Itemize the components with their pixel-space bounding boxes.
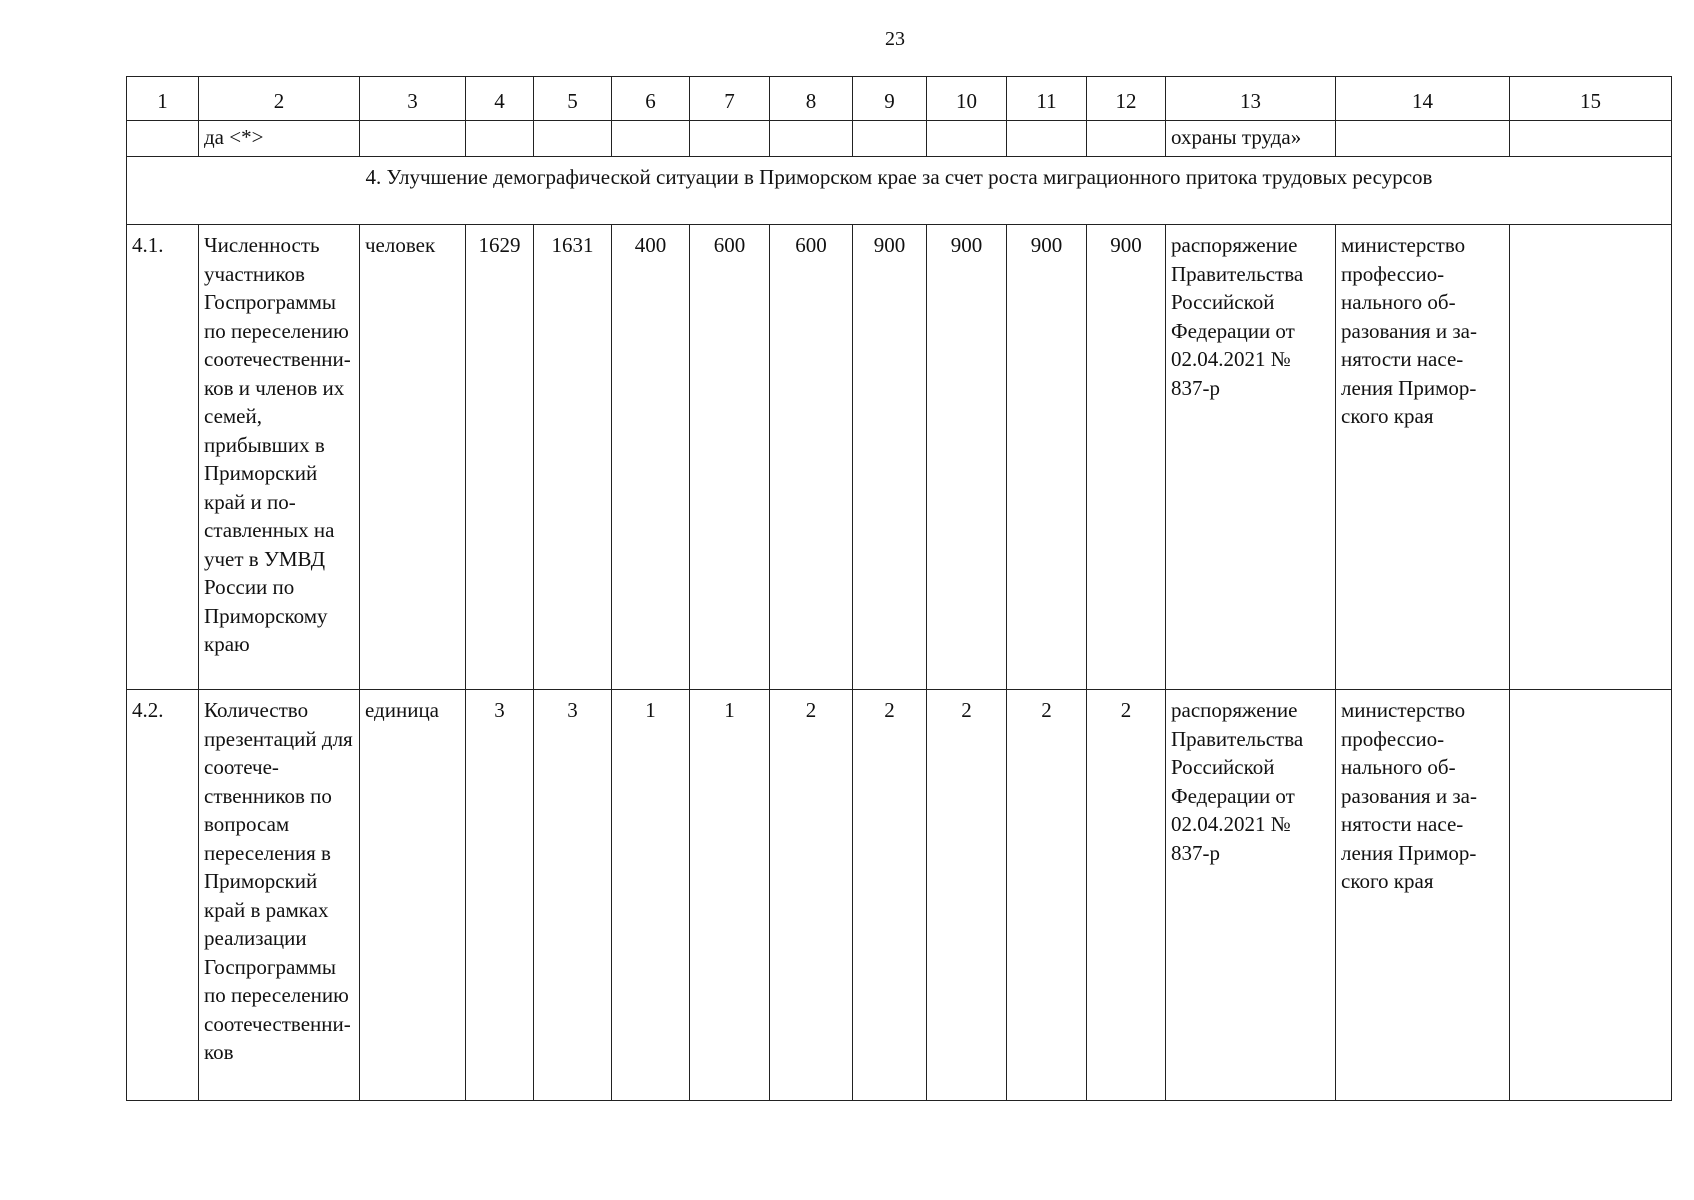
value-col-5: 1631 xyxy=(534,225,612,690)
continuation-row xyxy=(127,121,1672,157)
source-document: распоряжение Правительства Российской Федерации от 02.04.2021 № 837-р xyxy=(1166,225,1336,690)
unit: единица xyxy=(360,690,466,1101)
row-number: 4.2. xyxy=(127,690,199,1101)
value-col-10: 900 xyxy=(927,225,1007,690)
header-cell: 3 xyxy=(360,77,466,121)
header-cell: 2 xyxy=(199,77,360,121)
header-cell: 4 xyxy=(466,77,534,121)
value-col-7: 1 xyxy=(690,690,770,1101)
value-col-12: 900 xyxy=(1087,225,1166,690)
page-number: 23 xyxy=(885,28,905,50)
value-col-6: 400 xyxy=(612,225,690,690)
row-number: 4.1. xyxy=(127,225,199,690)
header-cell: 7 xyxy=(690,77,770,121)
table-row xyxy=(127,225,1672,690)
value-col-9: 900 xyxy=(853,225,927,690)
header-cell: 9 xyxy=(853,77,927,121)
header-row xyxy=(127,77,1672,121)
col-15 xyxy=(1510,225,1672,690)
value-col-4: 3 xyxy=(466,690,534,1101)
col-15 xyxy=(1510,690,1672,1101)
indicator-name: Численность участников Госпрограммы по переселению соотечественников и членов их семей, прибывших в Приморский край и поставленных на учет в УМВД России по Приморскому краю xyxy=(199,225,360,690)
value-col-8: 2 xyxy=(770,690,853,1101)
table-row xyxy=(127,690,1672,1101)
responsible-body: министерство профессионального образования и занятости населения Приморского края xyxy=(1336,690,1510,1101)
value-col-5: 3 xyxy=(534,690,612,1101)
value-col-6: 1 xyxy=(612,690,690,1101)
indicator-name: Количество презентаций для соотечественников по вопросам переселения в Приморский край в рамках реализации Госпрограммы по переселению соотечественников xyxy=(199,690,360,1101)
header-cell: 14 xyxy=(1336,77,1510,121)
section-title: 4. Улучшение демографической ситуации в Приморском крае за счет роста миграционного притока трудовых ресурсов xyxy=(127,157,1672,225)
header-cell: 12 xyxy=(1087,77,1166,121)
value-col-11: 2 xyxy=(1007,690,1087,1101)
value-col-8: 600 xyxy=(770,225,853,690)
header-cell: 1 xyxy=(127,77,199,121)
value-col-9: 2 xyxy=(853,690,927,1101)
value-col-10: 2 xyxy=(927,690,1007,1101)
section-row xyxy=(127,157,1672,225)
value-col-4: 1629 xyxy=(466,225,534,690)
responsible-body: министерство профессионального образования и занятости населения Приморского края xyxy=(1336,225,1510,690)
header-cell: 13 xyxy=(1166,77,1336,121)
header-cell: 8 xyxy=(770,77,853,121)
continuation-source-text: охраны труда» xyxy=(1166,121,1336,157)
source-document: распоряжение Правительства Российской Федерации от 02.04.2021 № 837-р xyxy=(1166,690,1336,1101)
value-col-12: 2 xyxy=(1087,690,1166,1101)
indicators-table xyxy=(126,76,1672,1101)
header-cell: 5 xyxy=(534,77,612,121)
header-cell: 11 xyxy=(1007,77,1087,121)
header-cell: 10 xyxy=(927,77,1007,121)
header-cell: 15 xyxy=(1510,77,1672,121)
unit: человек xyxy=(360,225,466,690)
value-col-11: 900 xyxy=(1007,225,1087,690)
value-col-7: 600 xyxy=(690,225,770,690)
continuation-indicator-text: да <*> xyxy=(199,121,360,157)
header-cell: 6 xyxy=(612,77,690,121)
